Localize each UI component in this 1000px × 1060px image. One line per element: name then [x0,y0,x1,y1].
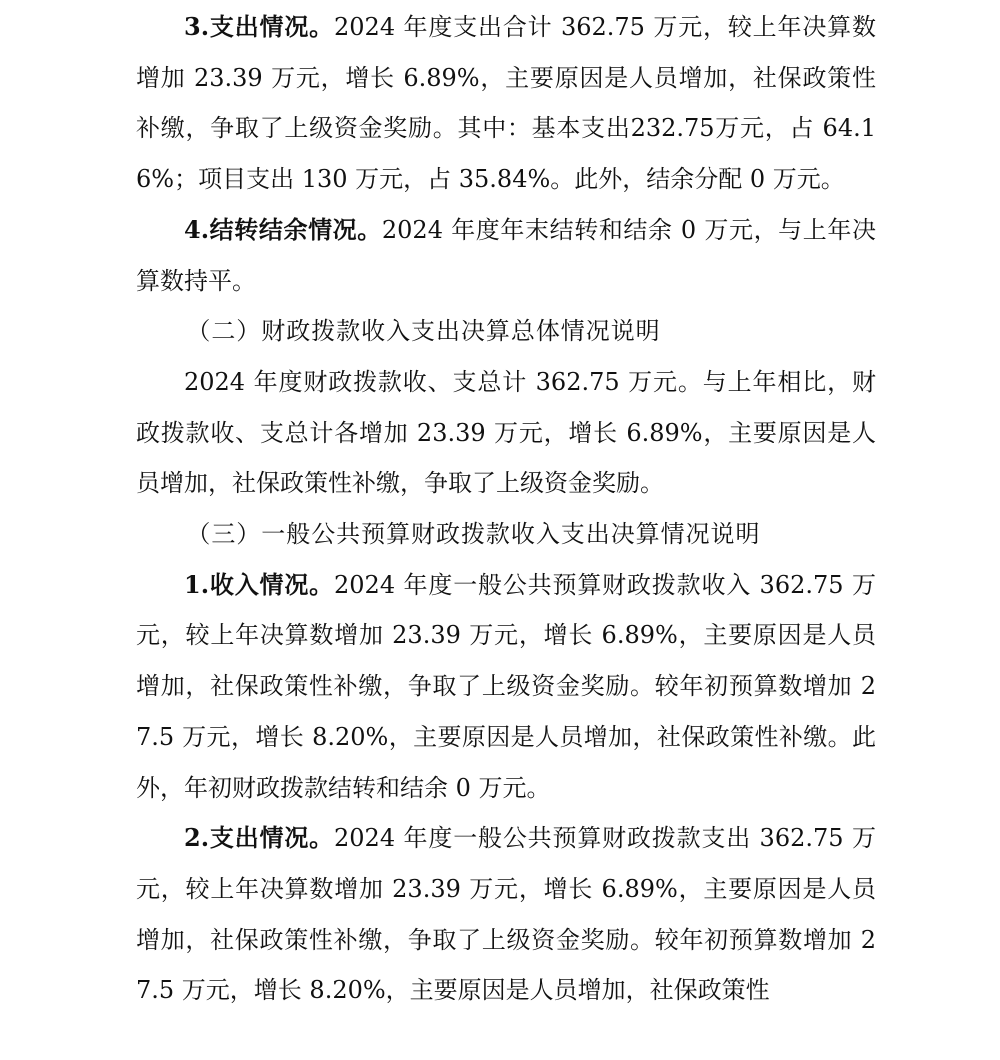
paragraph-text: 2024 年度财政拨款收、支总计 362.75 万元。与上年相比，财政拨款收、支总计各增加 23.39 万元，增长 6.89%，主要原因是人员增加，社保政策性补缴，争取了上级资金奖励。 [136,367,876,498]
paragraph-expenditure [136,2,876,205]
paragraph-lead: 3.支出情况。 [184,12,335,41]
paragraph-carryover [136,205,876,306]
paragraph-fiscal-overall [136,357,876,509]
paragraph-text: 2024 年度一般公共预算财政拨款支出 362.75 万元，较上年决算数增加 23.39 万元，增长 6.89%，主要原因是人员增加，社保政策性补缴，争取了上级资金奖励。较年初预算数增加 27.5 万元，增长 8.20%，主要原因是人员增加，社保政策性 [136,824,876,1005]
paragraph-text: 2024 年度一般公共预算财政拨款收入 362.75 万元，较上年决算数增加 23.39 万元，增长 6.89%，主要原因是人员增加，社保政策性补缴，争取了上级资金奖励。较年初预算数增加 27.5 万元，增长 8.20%，主要原因是人员增加，社保政策性补缴。此外，年初财政拨款结转和结余 0 万元。 [136,570,876,802]
paragraph-lead: 2.支出情况。 [184,823,335,853]
paragraph-lead: 1.收入情况。 [184,569,335,599]
section-heading-general-budget: （三）一般公共预算财政拨款收入支出决算情况说明 [186,520,761,549]
paragraph-text: 2024 年度支出合计 362.75 万元，较上年决算数增加 23.39 万元，增长 6.89%，主要原因是人员增加，社保政策性补缴，争取了上级资金奖励。其中：基本支出232.75万元，占 64.16%；项目支出 130 万元，占 35.84%。此外，结余分配 0 万元。 [136,13,876,194]
document-page [136,0,876,1016]
paragraph-general-expenditure [136,813,876,1016]
paragraph-text: 2024 年度年末结转和结余 0 万元，与上年决算数持平。 [136,215,876,295]
paragraph-general-income [136,560,876,814]
paragraph-lead: 4.结转结余情况。 [184,214,382,244]
section-heading-fiscal-overall: （二）财政拨款收入支出决算总体情况说明 [186,317,661,346]
